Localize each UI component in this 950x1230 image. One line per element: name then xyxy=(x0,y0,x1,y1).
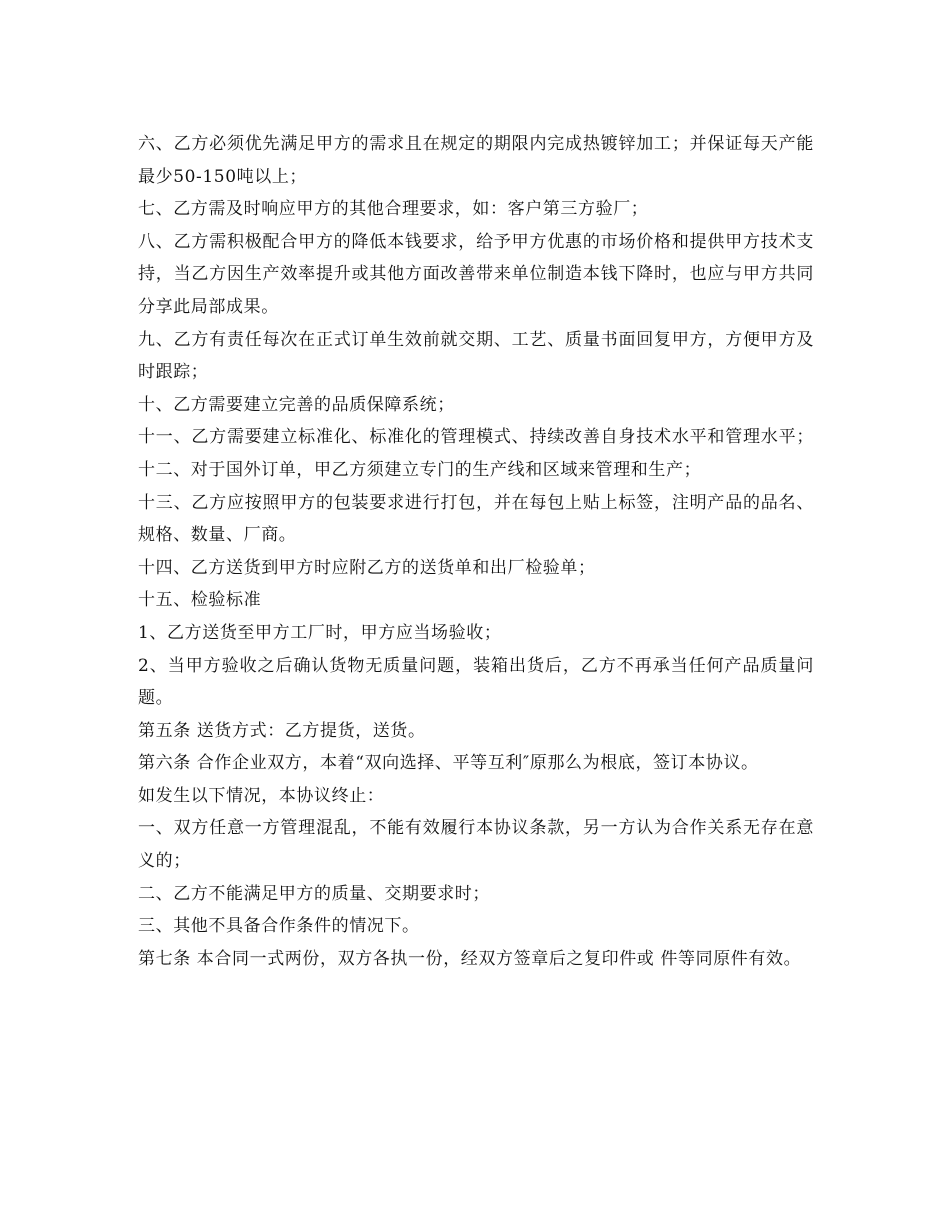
clause-7: 七、乙方需及时响应甲方的其他合理要求，如：客户第三方验厂； xyxy=(138,199,649,220)
clause-11-12: 十一、乙方需要建立标准化、标准化的管理模式、持续改善自身技术水平和管理水平； 十二、对于国外订单，甲乙方须建立专门的生产线和区域来管理和生产； xyxy=(138,427,814,480)
clause-13: 十三、乙方应按照甲方的包装要求进行打包，并在每包上贴上标签，注明产品的品名、规格、数量、厂商。 xyxy=(138,492,814,546)
termination-intro: 如发生以下情况，本协议终止： xyxy=(138,785,385,806)
article-6: 第六条 合作企业双方，本着“双向选择、平等互利″原那么为根底，签订本协议。 xyxy=(138,753,759,774)
article-7: 第七条 本合同一式两份，双方各执一份，经双方签章后之复印件或 件等同原件有效。 xyxy=(138,948,802,969)
termination-item-1: 一、双方任意一方管理混乱，不能有效履行本协议条款，另一方认为合作关系无存在意义的； xyxy=(138,818,814,872)
clause-6: 六、乙方必须优先满足甲方的需求且在规定的期限内完成热镀锌加工；并保证每天产能最少50-150吨以上； xyxy=(138,134,814,187)
clause-15-heading: 十五、检验标准 xyxy=(138,590,262,611)
clause-10: 十、乙方需要建立完善的品质保障系统； xyxy=(138,394,455,415)
article-5: 第五条 送货方式：乙方提货，送货。 xyxy=(138,720,426,741)
document-body xyxy=(138,128,814,975)
clause-8: 八、乙方需积极配合甲方的降低本钱要求，给予甲方优惠的市场价格和提供甲方技术支持，当乙方因生产效率提升或其他方面改善带来单位制造本钱下降时，也应与甲方共同分享此局部成果。 xyxy=(138,231,814,317)
inspection-item-1: 1、乙方送货至甲方工厂时，甲方应当场验收； xyxy=(138,622,502,643)
termination-item-3: 三、其他不具备合作条件的情况下。 xyxy=(138,916,420,937)
termination-item-2: 二、乙方不能满足甲方的质量、交期要求时； xyxy=(138,883,490,904)
clause-9: 九、乙方有责任每次在正式订单生效前就交期、工艺、质量书面回复甲方，方便甲方及时跟踪； xyxy=(138,329,814,383)
clause-14: 十四、乙方送货到甲方时应附乙方的送货单和出厂检验单； xyxy=(138,557,596,578)
inspection-item-2: 2、当甲方验收之后确认货物无质量问题，装箱出货后，乙方不再承当任何产品质量问题。 xyxy=(138,655,814,709)
